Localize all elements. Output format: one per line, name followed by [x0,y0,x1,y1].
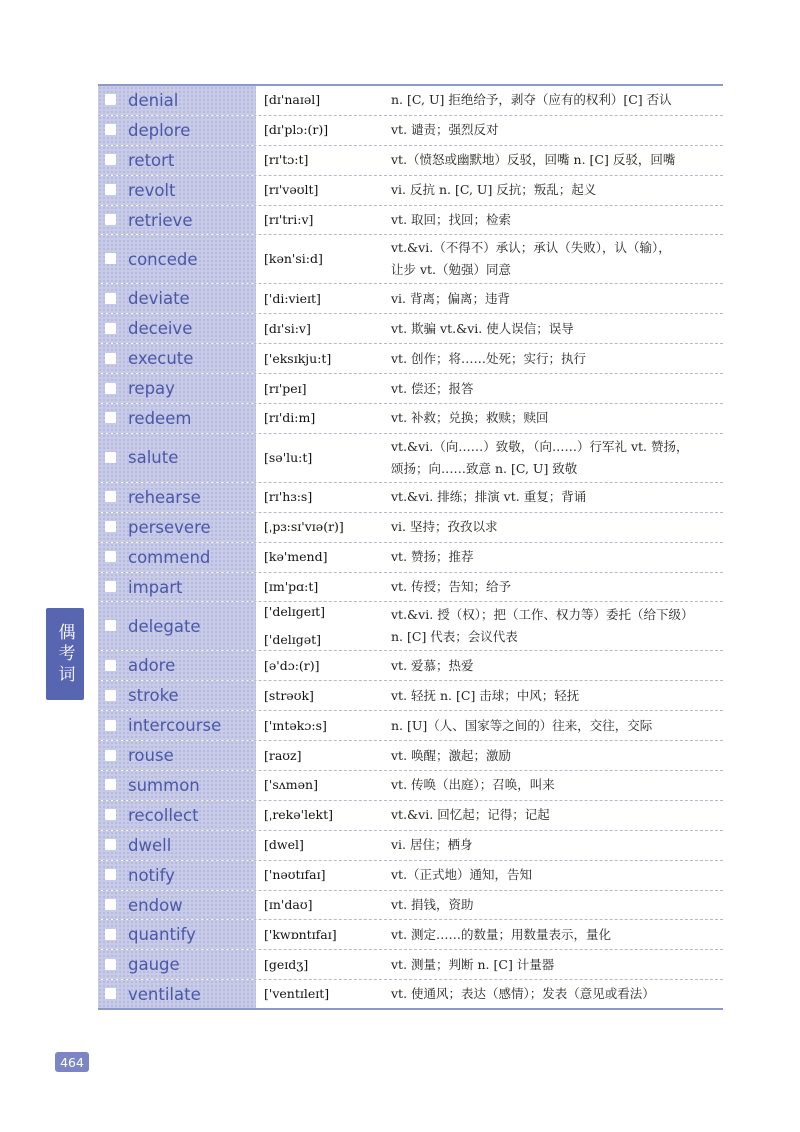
phonetic-cell [256,543,384,572]
definition-cell [384,146,723,175]
checkbox-icon[interactable] [105,750,116,761]
definition-cell [384,681,723,710]
headword: salute [128,448,179,468]
table-row [98,284,723,314]
headword: execute [128,349,194,369]
table-row [98,950,723,980]
word-cell [98,314,256,343]
definition-line: vt.&vi. 排练；排演 vt. 重复；背诵 [391,489,587,505]
definition-cell [384,314,723,343]
checkbox-icon[interactable] [105,660,116,671]
vocabulary-table [98,84,723,1010]
phonetic-transcription: ['di:vieɪt] [264,290,321,306]
phonetic-cell [256,831,384,860]
headword: deceive [128,319,193,339]
definition-cell [384,235,723,283]
headword: concede [128,249,198,269]
headword: recollect [128,805,199,825]
definition-line: 颂扬；向……致意 n. [C, U] 致敬 [391,460,578,476]
phonetic-transcription: [geɪdʒ] [264,956,309,972]
checkbox-icon[interactable] [105,581,116,592]
headword: denial [128,90,179,110]
table-row [98,146,723,176]
word-cell [98,206,256,235]
headword: rehearse [128,487,201,507]
word-cell [98,831,256,860]
definition-line: vt.&vi. 授（权）；把（工作、权力等）委托（给下级） [391,607,694,623]
table-row [98,374,723,404]
word-cell [98,483,256,512]
phonetic-cell [256,116,384,145]
checkbox-icon[interactable] [105,690,116,701]
phonetic-cell [256,176,384,205]
phonetic-cell [256,146,384,175]
headword: deviate [128,289,190,309]
phonetic-cell [256,206,384,235]
page-number: 464 [55,1052,89,1072]
definition-cell [384,651,723,680]
definition-line: vt. 创作；将……处死；实行；执行 [391,350,587,366]
definition-cell [384,980,723,1008]
definition-cell [384,374,723,403]
definition-line: n. [C] 代表；会议代表 [391,629,518,645]
definition-cell [384,483,723,512]
phonetic-transcription: [ə'dɔ:(r)] [264,657,320,673]
definition-cell [384,891,723,920]
definition-line: vi. 反抗 n. [C, U] 反抗；叛乱；起义 [391,182,597,198]
word-cell [98,861,256,890]
table-row [98,573,723,603]
phonetic-transcription: [rɪ'peɪ] [264,380,307,396]
checkbox-icon[interactable] [105,184,116,195]
word-cell [98,116,256,145]
table-row [98,771,723,801]
definition-line: vt. 轻抚 n. [C] 击球；中风；轻抚 [391,687,580,703]
phonetic-transcription: [rɪ'hɜ:s] [264,489,313,505]
phonetic-cell [256,602,384,650]
phonetic-transcription: [rɪ'tɔ:t] [264,152,309,168]
definition-line: vt. 赞扬；推荐 [391,549,474,565]
phonetic-cell [256,434,384,482]
phonetic-transcription: [raʊz] [264,747,302,763]
phonetic-transcription: [sə'lu:t] [264,449,313,465]
word-cell [98,950,256,979]
checkbox-icon[interactable] [105,869,116,880]
word-cell [98,146,256,175]
table-row [98,920,723,950]
phonetic-transcription: [ɪm'pɑ:t] [264,579,319,595]
word-cell [98,771,256,800]
checkbox-icon[interactable] [105,214,116,225]
table-row [98,404,723,434]
phonetic-cell [256,651,384,680]
definition-cell [384,711,723,740]
definition-cell [384,801,723,830]
definition-line: vt.&vi.（向……）致敬，（向……）行军礼 vt. 赞扬， [391,438,689,454]
checkbox-icon[interactable] [105,620,116,631]
word-cell [98,681,256,710]
definition-line: vt. 欺骗 vt.&vi. 使人误信；误导 [391,320,574,336]
phonetic-transcription: [ɪn'daʊ] [264,897,313,913]
headword: persevere [128,517,211,537]
table-row [98,891,723,921]
phonetic-transcription: [ˌrekə'lekt] [264,807,333,823]
phonetic-transcription: ['ɪntəkɔ:s] [264,717,327,733]
checkbox-icon[interactable] [105,929,116,940]
checkbox-icon[interactable] [105,809,116,820]
table-row [98,434,723,483]
checkbox-icon[interactable] [105,779,116,790]
checkbox-icon[interactable] [105,412,116,423]
checkbox-icon[interactable] [105,383,116,394]
phonetic-transcription: [dɪ'naɪəl] [264,92,321,108]
definition-line: vi. 坚持；孜孜以求 [391,519,498,535]
headword: retort [128,150,175,170]
table-row [98,681,723,711]
headword: intercourse [128,716,222,736]
definition-line: vt.&vi.（不得不）承认；承认（失败），认（输）， [391,240,671,256]
table-row [98,483,723,513]
checkbox-icon[interactable] [105,253,116,264]
definition-cell [384,513,723,542]
headword: ventilate [128,984,201,1004]
phonetic-cell [256,235,384,283]
phonetic-transcription: [rɪ'vəʊlt] [264,182,319,198]
word-cell [98,711,256,740]
phonetic-transcription: ['ventɪleɪt] [264,986,330,1002]
word-cell [98,86,256,115]
checkbox-icon[interactable] [105,521,116,532]
table-row [98,116,723,146]
phonetic-cell [256,314,384,343]
definition-cell [384,434,723,482]
checkbox-icon[interactable] [105,839,116,850]
headword: endow [128,895,183,915]
definition-line: vt. 补救；兑换；救赎；赎回 [391,410,549,426]
table-row [98,861,723,891]
phonetic-transcription: ['nəʊtɪfaɪ] [264,867,326,883]
phonetic-transcription: [kən'si:d] [264,251,323,267]
word-cell [98,513,256,542]
headword: retrieve [128,210,193,230]
word-cell [98,602,256,650]
word-cell [98,404,256,433]
table-row [98,711,723,741]
table-row [98,543,723,573]
checkbox-icon[interactable] [105,452,116,463]
definition-line: vi. 居住；栖身 [391,837,473,853]
phonetic-transcription: ['delɪgeɪt] [264,604,326,620]
headword: summon [128,775,200,795]
definition-line: vt. 测量；判断 n. [C] 计量器 [391,956,555,972]
phonetic-cell [256,741,384,770]
table-row [98,801,723,831]
phonetic-cell [256,284,384,313]
definition-cell [384,861,723,890]
checkbox-icon[interactable] [105,959,116,970]
checkbox-icon[interactable] [105,491,116,502]
definition-line: vt. 爱慕；热爱 [391,657,474,673]
definition-line: vt.（愤怒或幽默地）反驳，回嘴 n. [C] 反驳，回嘴 [391,152,676,168]
phonetic-transcription: ['delɪgət] [264,632,322,648]
phonetic-cell [256,681,384,710]
word-cell [98,741,256,770]
definition-line: vt. 传唤（出庭）；召唤，叫来 [391,777,555,793]
headword: impart [128,577,183,597]
checkbox-icon[interactable] [105,988,116,999]
definition-line: n. [U]（人、国家等之间的）往来，交往，交际 [391,717,653,733]
definition-cell [384,404,723,433]
word-cell [98,801,256,830]
word-cell [98,434,256,482]
table-row [98,651,723,681]
side-tab-label: 偶考词 [46,608,84,700]
checkbox-icon[interactable] [105,353,116,364]
definition-line: vt. 捐钱，资助 [391,897,474,913]
phonetic-cell [256,711,384,740]
phonetic-cell [256,513,384,542]
phonetic-transcription: [ˌpɜ:sɪ'vɪə(r)] [264,519,344,535]
checkbox-icon[interactable] [105,154,116,165]
phonetic-transcription: [strəʊk] [264,687,314,703]
phonetic-transcription: [rɪ'tri:v] [264,212,314,227]
word-cell [98,651,256,680]
phonetic-transcription: ['sʌmən] [264,777,318,793]
table-row [98,206,723,236]
checkbox-icon[interactable] [105,323,116,334]
headword: rouse [128,746,174,766]
definition-cell [384,86,723,115]
checkbox-icon[interactable] [105,720,116,731]
table-row [98,831,723,861]
word-cell [98,374,256,403]
phonetic-cell [256,771,384,800]
definition-line: vt. 偿还；报答 [391,380,474,396]
definition-line: vi. 背离；偏离；违背 [391,290,511,306]
headword: quantify [128,925,196,945]
phonetic-cell [256,573,384,602]
table-row [98,602,723,651]
headword: revolt [128,180,176,200]
table-row [98,513,723,543]
phonetic-transcription: [kə'mend] [264,549,328,565]
word-cell [98,543,256,572]
word-cell [98,980,256,1008]
phonetic-cell [256,801,384,830]
phonetic-transcription: ['eksɪkju:t] [264,350,332,366]
phonetic-cell [256,86,384,115]
definition-line: vt. 谴责；强烈反对 [391,122,499,138]
definition-line: vt.&vi. 回忆起；记得；记起 [391,807,550,823]
headword: commend [128,547,211,567]
word-cell [98,891,256,920]
table-row [98,86,723,116]
word-cell [98,344,256,373]
checkbox-icon[interactable] [105,293,116,304]
definition-line: vt. 测定……的数量；用数量表示，量化 [391,926,612,942]
table-row [98,314,723,344]
phonetic-cell [256,404,384,433]
phonetic-cell [256,920,384,949]
phonetic-transcription: [dɪ'si:v] [264,320,311,336]
word-cell [98,284,256,313]
phonetic-cell [256,861,384,890]
headword: repay [128,379,175,399]
headword: redeem [128,408,192,428]
definition-cell [384,116,723,145]
definition-line: vt. 取回；找回；检索 [391,212,512,227]
definition-cell [384,771,723,800]
definition-cell [384,344,723,373]
definition-line: vt.（正式地）通知，告知 [391,867,533,883]
table-row [98,741,723,771]
checkbox-icon[interactable] [105,124,116,135]
phonetic-transcription: [rɪ'di:m] [264,410,316,426]
headword: stroke [128,686,179,706]
definition-cell [384,602,723,650]
word-cell [98,235,256,283]
definition-line: vt. 传授；告知；给予 [391,579,512,595]
checkbox-icon[interactable] [105,899,116,910]
phonetic-cell [256,891,384,920]
table-row [98,980,723,1010]
headword: dwell [128,835,172,855]
definition-cell [384,573,723,602]
phonetic-cell [256,344,384,373]
definition-cell [384,176,723,205]
checkbox-icon[interactable] [105,551,116,562]
definition-cell [384,741,723,770]
phonetic-cell [256,483,384,512]
definition-cell [384,950,723,979]
definition-cell [384,206,723,235]
definition-line: n. [C, U] 拒绝给予，剥夺（应有的权利）[C] 否认 [391,92,672,108]
phonetic-transcription: ['kwɒntɪfaɪ] [264,926,337,942]
definition-cell [384,284,723,313]
phonetic-cell [256,980,384,1008]
phonetic-cell [256,374,384,403]
headword: adore [128,656,176,676]
definition-cell [384,920,723,949]
table-row [98,235,723,284]
headword: delegate [128,616,201,636]
phonetic-transcription: [dɪ'plɔ:(r)] [264,122,329,138]
word-cell [98,176,256,205]
definition-line: vt. 唤醒；激起；激励 [391,747,512,763]
headword: gauge [128,955,180,975]
headword: deplore [128,120,191,140]
table-row [98,344,723,374]
word-cell [98,920,256,949]
word-cell [98,573,256,602]
phonetic-cell [256,950,384,979]
checkbox-icon[interactable] [105,94,116,105]
definition-line: vt. 使通风；表达（感情）；发表（意见或看法） [391,986,655,1002]
definition-line: 让步 vt.（勉强）同意 [391,262,512,278]
definition-cell [384,543,723,572]
phonetic-transcription: [dwel] [264,837,304,853]
table-row [98,176,723,206]
definition-cell [384,831,723,860]
headword: notify [128,865,175,885]
